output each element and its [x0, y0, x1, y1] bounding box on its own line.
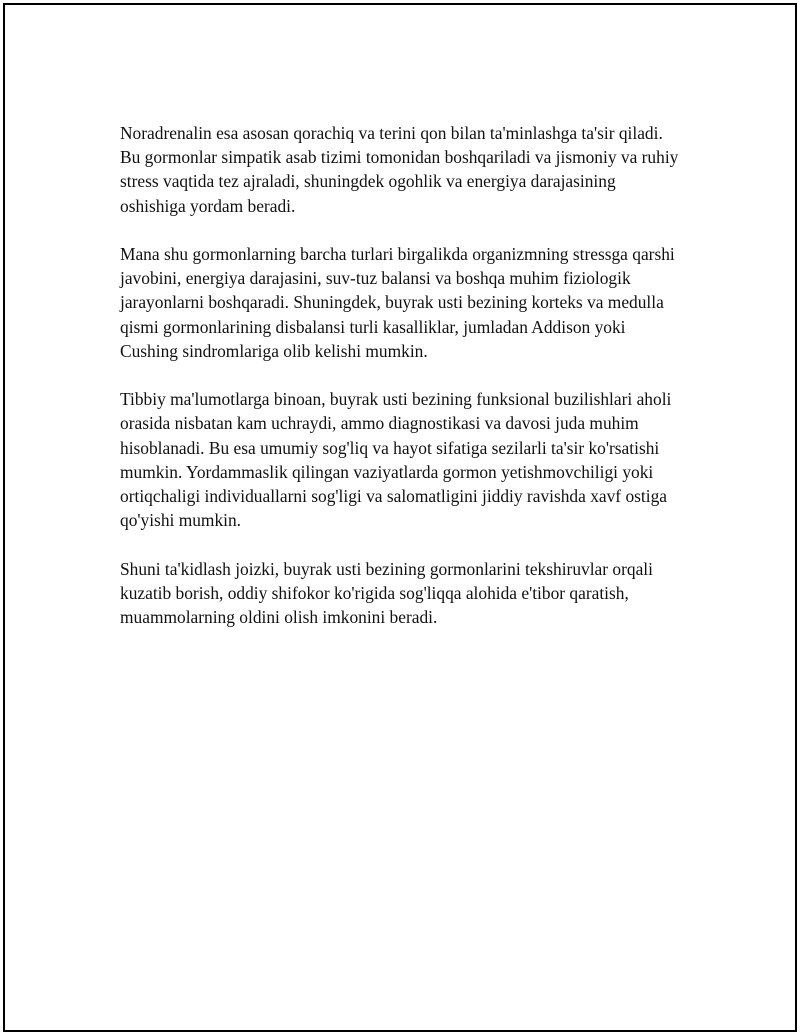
- document-page: [3, 3, 797, 1032]
- paragraph-3: Tibbiy ma'lumotlarga binoan, buyrak usti bezining funksional buzilishlari aholi orasida nisbatan kam uchraydi, ammo diagnostikasi va davosi juda muhim hisoblanadi. Bu esa umumiy sog'liq va hayot sifatiga sezilarli ta'sir ko'rsatishi mumkin. Yordammaslik qilingan vaziyatlarda gormon yetishmovchiligi yoki ortiqchaligi individuallarni sog'ligi va salomatligini jiddiy ravishda xavf ostiga qo'yishi mumkin.: [120, 389, 672, 531]
- paragraph-1: Noradrenalin esa asosan qorachiq va terini qon bilan ta'minlashga ta'sir qiladi. Bu gormonlar simpatik asab tizimi tomonidan boshqariladi va jismoniy va ruhiy stress vaqtida tez ajraladi, shuningdek ogohlik va energiya darajasining oshishiga yordam beradi.: [120, 123, 679, 216]
- paragraph-2: Mana shu gormonlarning barcha turlari birgalikda organizmning stressga qarshi javobini, energiya darajasini, suv-tuz balansi va boshqa muhim fiziologik jarayonlarni boshqaradi. Shuningdek, buyrak usti bezining korteks va medulla qismi gormonlarining disbalansi turli kasalliklar, jumladan Addison yoki Cushing sindromlariga olib kelishi mumkin.: [120, 244, 675, 361]
- document-body: [120, 121, 680, 653]
- paragraph-4: Shuni ta'kidlash joizki, buyrak usti bezining gormonlarini tekshiruvlar orqali kuzatib borish, oddiy shifokor ko'rigida sog'liqqa alohida e'tibor qaratish, muammolarning oldini olish imkonini beradi.: [120, 558, 653, 628]
